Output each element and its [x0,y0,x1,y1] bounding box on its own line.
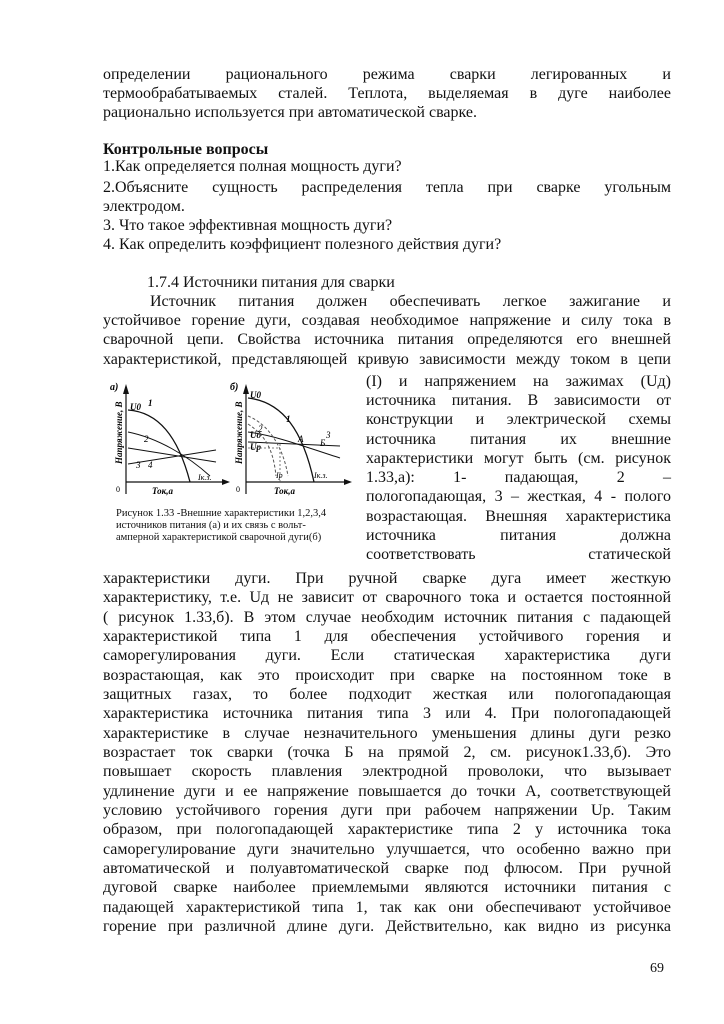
graph-b-u0: U0 [250,390,261,400]
graph-a-curve-3 [128,448,216,462]
graph-b-num-3: 3 [326,430,331,440]
graph-b-ud: Uд [250,430,261,440]
text-line: характеристики могут быть (см. рисунок [366,450,671,467]
graph-b-up: Uр [250,442,261,452]
graph-a-zero: 0 [116,485,120,494]
text-line: устойчивое горение дуги, создавая необходимое напряжение и силу тока в [103,312,671,329]
question-1: 1.Как определяется полная мощность дуги? [103,158,402,175]
graph-a-ylabel: Напряжение, В [114,401,124,464]
graph-a-curve-1 [128,410,190,482]
graph-b-x-arrow [344,479,352,485]
figure-caption: источников питания (а) и их связь с вольт- [116,520,306,531]
text-line: характеристикой типа 1 для обеспечения устойчивого горения и [103,628,671,645]
text-line: автоматической и полуавтоматической сварке под флюсом. При ручной [103,860,671,877]
section-heading: 1.7.4 Источники питания для сварки [147,274,395,291]
question-2: 2.Объясните сущность распределения тепла при сварке угольным [103,179,671,196]
text-line: характеристике в случае незначительного уменьшения длины дуги резко [103,725,671,742]
question-4: 4. Как определить коэффициент полезного действия дуги? [103,236,502,253]
text-line: саморегулирования дуги. Если статическая характеристика дуги [103,647,671,664]
graph-a-u0: U0 [130,402,141,412]
figure-caption: амперной характеристикой сварочной дуги(б) [116,532,322,543]
text-line: рационально используется при автоматической сварке. [103,104,478,121]
text-line: пологопадающая, 3 – жесткая, 4 - полого [366,488,671,505]
text-line: удлинение дуги и ее напряжение повышается до точки А, соответствующей [103,783,671,800]
graph-a-num-1: 1 [148,398,153,408]
text-line: Источник питания должен обеспечивать легкое зажигание и [150,293,671,310]
graph-a-xlabel: Ток,а [152,486,173,496]
graph-a-label: а) [110,382,119,393]
graph-b-point-b: Б [320,438,326,448]
graph-b-ip: Iр [276,471,283,480]
graph-a-x-arrow [222,479,230,485]
text-line: соответствовать статической [366,546,671,563]
graph-a-ikz: Iк.з. [198,473,212,482]
page-number: 69 [650,961,664,976]
text-line: повышает скорость плавления электродной проволоки, что вызывает [103,763,671,780]
text-line: возрастающая, как это происходит при сварке на постоянном токе в [103,667,671,684]
graph-b-label: б) [230,382,239,393]
text-line: возрастающая. Внешняя характеристика [366,508,671,525]
text-line: защитных газах, то более подходит жесткая или пологопадающая [103,686,671,703]
text-line: дуговой сварке наиболее приемлемыми являются источники питания с [103,879,671,896]
text-line: падающей характеристикой типа 1, так как они обеспечивают устойчивое [103,899,671,916]
text-line: образом, при пологопадающей характеристике типа 2 у источника тока [103,821,671,838]
graph-a-num-2: 2 [144,434,149,444]
graph-a-y-arrow [123,384,129,394]
figure-caption: Рисунок 1.33 -Внешние характеристики 1,2,3,4 [116,508,327,519]
graph-a-curve-4 [128,450,216,464]
graph-a-num-3: 3 [136,460,141,470]
graph-b-num-2: 2 [258,424,263,434]
graph-b-curve-1 [248,398,314,482]
text-line: горение при различной длине дуги. Действительно, как видно из рисунка [103,918,671,935]
graph-b-xlabel: Ток,а [274,486,295,496]
graph-b-ylabel: Напряжение, В [234,401,244,464]
graph-b-y-arrow [243,384,249,394]
text-line: саморегулирование дуги значительно улучшается, что особенно важно при [103,841,671,858]
text-line: источника питания их внешние [366,431,671,448]
graph-b-point-a: А [298,434,304,444]
graph-b-zero: 0 [236,485,240,494]
text-line: ( рисунок 1.33,б). В этом случае необходим источник питания с падающей [103,609,671,626]
question-3: 3. Что такое эффективная мощность дуги? [103,217,393,234]
graph-b-ikz: Iк.з. [314,471,328,480]
text-line: источника питания должна [366,527,671,544]
question-2-cont: электродом. [103,198,185,215]
text-line: (I) и напряжением на зажимах (Uд) [366,373,671,390]
text-line: конструкции и электрической схемы [366,411,671,428]
text-line: характеристикой, представляющей кривую зависимости между током в цепи [103,351,671,368]
text-line: определении рационального режима сварки легированных и [103,66,671,83]
text-line: сварочной цепи. Свойства источника питания определяются его внешней [103,331,671,348]
text-line: 1.33,а): 1- падающая, 2 – [366,469,671,486]
graph-b-num-1: 1 [286,414,291,424]
questions-heading: Контрольные вопросы [103,141,269,158]
figure-1-33 [108,376,356,576]
text-line: термообрабатываемых сталей. Теплота, выделяемая в дуге наиболее [103,85,671,102]
text-line: характеристику, т.е. Uд не зависит от сварочного тока и остается постоянной [103,589,671,606]
text-line: условию устойчивого горения дуги при рабочем напряжении Uр. Таким [103,802,671,819]
text-line: характеристика источника питания типа 3 или 4. При пологопадающей [103,705,671,722]
text-line: характеристики дуги. При ручной сварке дуга имеет жесткую [103,570,671,587]
characteristics-graphs [108,376,356,506]
graph-a-num-4: 4 [148,460,153,470]
text-line: источника питания. В зависимости от [366,392,671,409]
text-line: возрастает ток сварки (точка Б на прямой 2, см. рисунок1.33,б). Это [103,744,671,761]
